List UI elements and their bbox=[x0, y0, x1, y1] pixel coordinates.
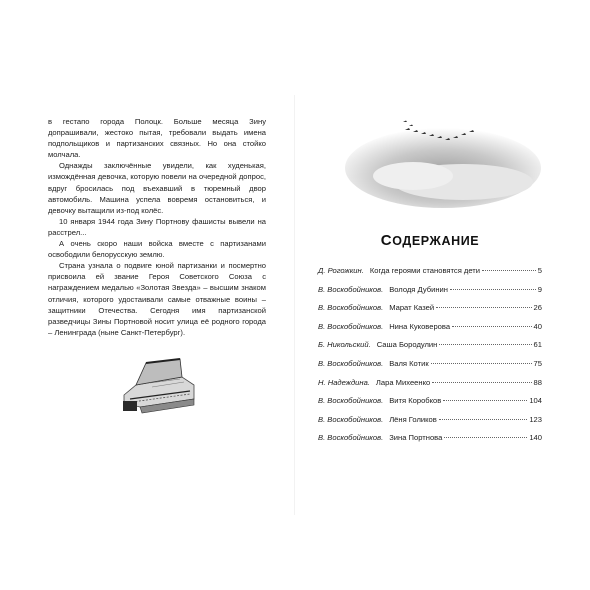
toc-page-number: 104 bbox=[529, 396, 542, 406]
toc-item[interactable] bbox=[318, 415, 542, 434]
toc-leader-dots bbox=[443, 400, 527, 401]
toc-item[interactable] bbox=[318, 396, 542, 415]
toc-story-title: Марат Казей bbox=[389, 303, 435, 313]
toc-item[interactable] bbox=[318, 303, 542, 322]
toc-leader-dots bbox=[436, 307, 531, 308]
toc-author: В. Воскобойников. bbox=[318, 433, 384, 443]
toc-leader-dots bbox=[432, 382, 531, 383]
toc-item[interactable] bbox=[318, 359, 542, 378]
paragraph: Страна узнала о подвиге юной партизанки и посмертно присвоила ей звание Героя Советского Союза с награждением медалью «Золотая Звезда» – высшим знаком отличия, которого удостаивали самые отважные воины – защитники Отечества. Сегодня имя партизанской разведчицы Зины Портновой носит улица её родного города – Ленинграда (ныне Санкт-Петербург). bbox=[48, 261, 266, 337]
toc-page-number: 5 bbox=[537, 266, 542, 275]
toc-item[interactable] bbox=[318, 340, 542, 359]
toc-story-title: Нина Куковерова bbox=[389, 321, 451, 331]
toc-title-initial: С bbox=[380, 232, 393, 249]
typewriter-illustration bbox=[120, 355, 200, 417]
toc-story-title: Когда героями становятся дети bbox=[369, 266, 481, 275]
toc-leader-dots bbox=[431, 363, 532, 364]
toc-author: Н. Надеждина. bbox=[318, 377, 370, 387]
toc-item[interactable] bbox=[318, 285, 542, 304]
toc-author: В. Воскобойников. bbox=[318, 396, 384, 406]
toc-author: Д. Рогожкин. bbox=[318, 266, 364, 275]
toc-item[interactable] bbox=[318, 266, 542, 285]
toc-story-title: Лёня Голиков bbox=[389, 414, 437, 424]
toc-leader-dots bbox=[444, 437, 527, 438]
toc-page-number: 26 bbox=[533, 303, 542, 313]
toc-leader-dots bbox=[439, 419, 528, 420]
toc-story-title: Зина Портнова bbox=[389, 433, 443, 443]
toc-title bbox=[318, 232, 542, 249]
toc-author: В. Воскобойников. bbox=[318, 321, 384, 331]
toc-leader-dots bbox=[439, 344, 531, 345]
toc-leader-dots bbox=[452, 326, 531, 327]
toc-title-rest: ОДЕРЖАНИЕ bbox=[392, 234, 480, 248]
sky-cranes-illustration bbox=[343, 100, 543, 210]
toc-page-number: 75 bbox=[533, 358, 542, 368]
paragraph: А очень скоро наши войска вместе с партизанами освободили белорусскую землю. bbox=[48, 239, 266, 260]
toc-author: В. Воскобойников. bbox=[318, 303, 384, 313]
toc-leader-dots bbox=[450, 289, 536, 290]
toc-page-number: 9 bbox=[537, 284, 542, 294]
toc-author: Б. Никольский. bbox=[318, 340, 371, 350]
toc-list bbox=[318, 266, 542, 452]
paragraph: 10 января 1944 года Зину Портнову фашисты вывели на расстрел... bbox=[48, 216, 266, 237]
toc-author: В. Воскобойников. bbox=[318, 284, 384, 294]
toc-author: В. Воскобойников. bbox=[318, 414, 384, 424]
toc-page-number: 61 bbox=[533, 340, 542, 350]
toc-item[interactable] bbox=[318, 433, 542, 452]
left-page-text bbox=[48, 116, 266, 338]
paragraph: в гестапо города Полоцк. Больше месяца Зину допрашивали, жестоко пытая, требовали выдать имена подпольщиков и партизанских связных. Но она стойко молчала. bbox=[48, 117, 266, 160]
toc-page-number: 123 bbox=[529, 414, 542, 424]
toc-page-number: 140 bbox=[529, 433, 542, 443]
toc-story-title: Валя Котик bbox=[389, 358, 429, 368]
paragraph: Однажды заключённые увидели, как худенькая, измождённая девочка, которую повели на очередной допрос, вдруг бросилась под въехавший в тюремный двор автомобиль. Машина успела вовремя остановиться, и девочку вытащили из-под колёс. bbox=[48, 161, 266, 215]
toc-author: В. Воскобойников. bbox=[318, 358, 384, 368]
toc-leader-dots bbox=[482, 270, 536, 271]
toc-item[interactable] bbox=[318, 322, 542, 341]
toc-story-title: Лара Михеенко bbox=[375, 377, 431, 387]
toc-item[interactable] bbox=[318, 378, 542, 397]
toc-story-title: Витя Коробков bbox=[389, 396, 442, 406]
toc-story-title: Володя Дубинин bbox=[389, 284, 448, 294]
toc-page-number: 40 bbox=[533, 321, 542, 331]
page-gutter bbox=[294, 95, 295, 515]
toc-story-title: Саша Бородулин bbox=[376, 340, 438, 350]
toc-page-number: 88 bbox=[533, 377, 542, 387]
